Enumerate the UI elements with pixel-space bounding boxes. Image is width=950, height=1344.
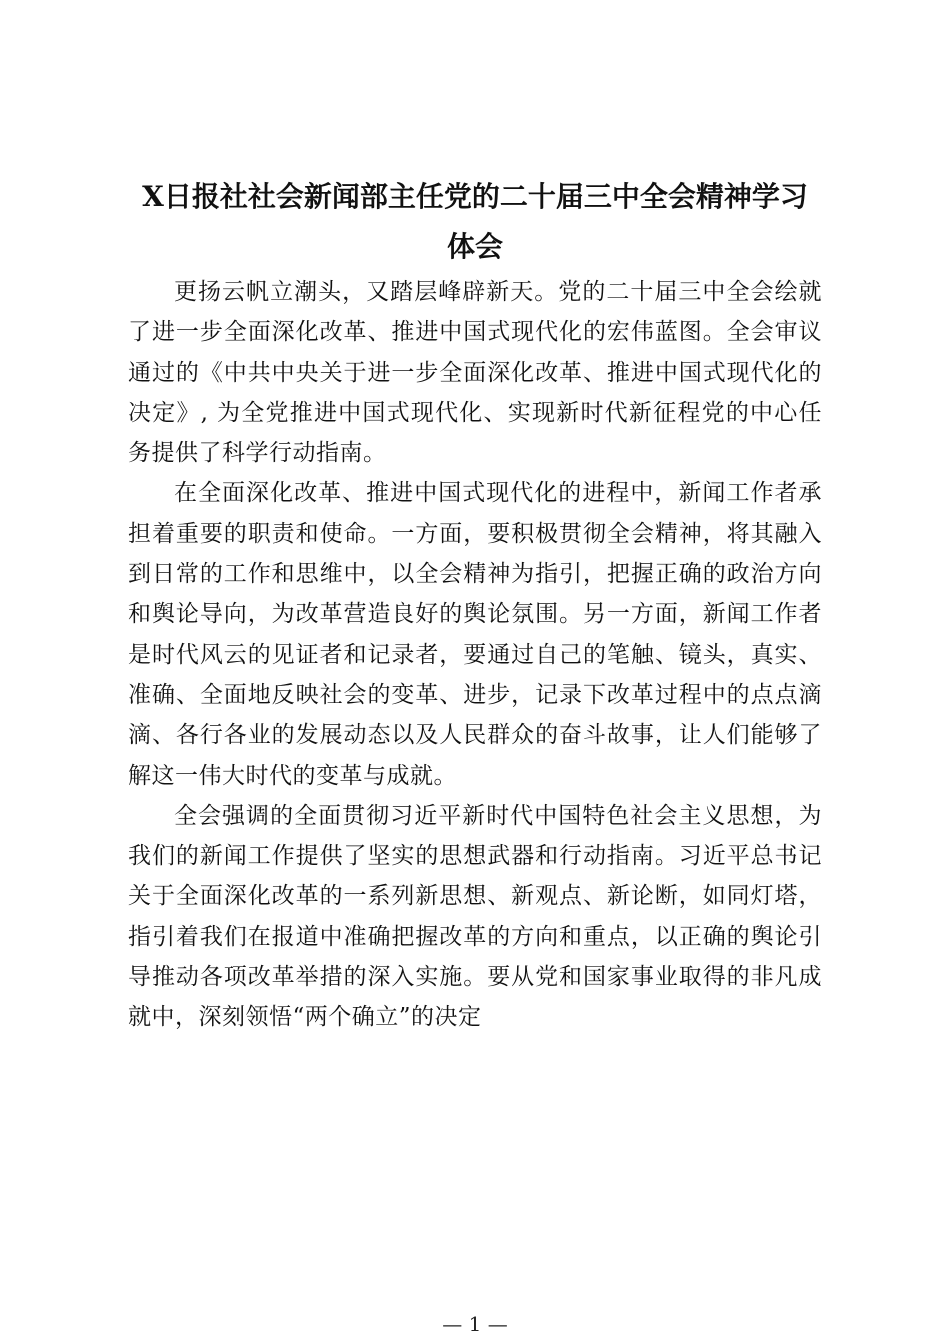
paragraph-2: 在全面深化改革、推进中国式现代化的进程中，新闻工作者承担着重要的职责和使命。一方面，要积极贯彻全会精神，将其融入到日常的工作和思维中，以全会精神为指引，把握正确的政治方向和舆论导向，为改革营造良好的舆论氛围。另一方面，新闻工作者是时代风云的见证者和记录者，要通过自己的笔触、镜头，真实、准确、全面地反映社会的变革、进步，记录下改革过程中的点点滴滴、各行各业的发展动态以及人民群众的奋斗故事，让人们能够了解这一伟大时代的变革与成就。 bbox=[128, 480, 822, 789]
title-line-1: X日报社社会新闻部主任党的二十届三中全会精神学习 bbox=[142, 180, 808, 213]
paragraph-1: 更扬云帆立潮头，又踏层峰辟新天。党的二十届三中全会绘就了进一步全面深化改革、推进中国式现代化的宏伟蓝图。全会审议通过的《中共中央关于进一步全面深化改革、推进中国式现代化的决定》, 为全党推进中国式现代化、实现新时代新征程党的中心任务提供了科学行动指南。 bbox=[128, 279, 822, 467]
page-number: — 1 — bbox=[442, 1312, 508, 1336]
document-body bbox=[128, 172, 822, 1038]
document-title bbox=[128, 172, 822, 272]
title-line-2: 体会 bbox=[446, 230, 503, 263]
paragraph-3: 全会强调的全面贯彻习近平新时代中国特色社会主义思想，为我们的新闻工作提供了坚实的思想武器和行动指南。习近平总书记关于全面深化改革的一系列新思想、新观点、新论断，如同灯塔，指引着我们在报道中准确把握改革的方向和重点，以正确的舆论引导推动各项改革举措的深入实施。要从党和国家事业取得的非凡成就中，深刻领悟“两个确立”的决定 bbox=[128, 802, 822, 1031]
